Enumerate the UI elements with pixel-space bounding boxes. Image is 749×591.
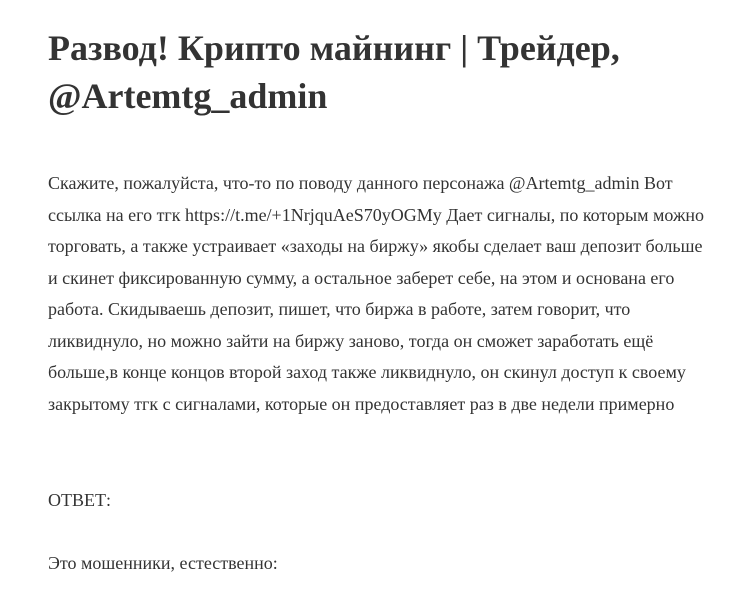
- article: [48, 24, 712, 573]
- page-title: Развод! Крипто майнинг | Трейдер, @Artemtg_admin: [48, 28, 620, 116]
- answer-label: ОТВЕТ:: [48, 490, 111, 510]
- answer-paragraph: Это мошенники, естественно:: [48, 553, 278, 573]
- question-paragraph: Скажите, пожалуйста, что-то по поводу данного персонажа @Artemtg_admin Вот ссылка на его тгк https://t.me/+1NrjquAeS70yOGMy Дает сигналы, по которым можно торговать, а также устраивает «заходы на биржу» якобы сделает ваш депозит больше и скинет фиксированную сумму, а остальное заберет себе, на этом и основана его работа. Скидываешь депозит, пишет, что биржа в работе, затем говорит, что ликвиднуло, но можно зайти на биржу заново, тогда он сможет заработать ещё больше,в конце концов второй заход также ликвиднуло, он скинул доступ к своему закрытому тгк с сигналами, которые он предоставляет раз в две недели примерно: [48, 173, 705, 414]
